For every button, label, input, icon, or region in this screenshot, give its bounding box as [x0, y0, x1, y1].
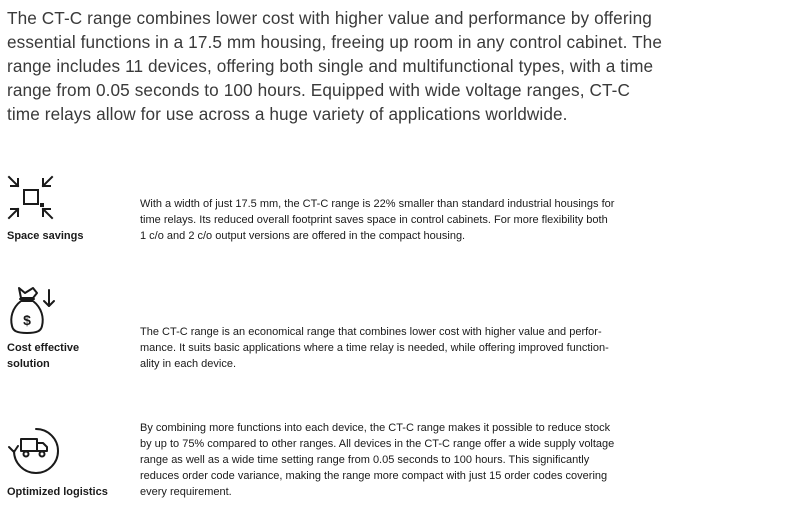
description-line: time relays. Its reduced overall footprint saves space in control cabinets. For more flexibility both	[140, 214, 608, 226]
intro-line: The CT-C range combines lower cost with higher value and performance by offering	[7, 8, 652, 28]
intro-line: range includes 11 devices, offering both single and multifunctional types, with a time	[7, 56, 654, 76]
intro-line: essential functions in a 17.5 mm housing, freeing up room in any control cabinet. The	[7, 32, 662, 52]
feature-title: Optimized logistics	[7, 486, 108, 498]
description-line: mance. It suits basic applications where a time relay is needed, while offering improved function-	[140, 342, 609, 354]
feature-title-line: Cost effective	[7, 342, 80, 354]
space-savings-icon	[6, 172, 58, 222]
intro-line: time relays allow for use across a huge variety of applications worldwide.	[7, 104, 568, 124]
feature-description	[140, 196, 680, 244]
description-line: With a width of just 17.5 mm, the CT-C range is 22% smaller than standard industrial housings for	[140, 198, 615, 210]
feature-description	[140, 420, 680, 500]
money-bag-icon	[6, 284, 58, 336]
intro-line: range from 0.05 seconds to 100 hours. Equipped with wide voltage ranges, CT-C	[7, 80, 630, 100]
description-line: by up to 75% compared to other ranges. All devices in the CT-C range offer a wide supply voltage	[140, 438, 615, 450]
feature-title	[7, 340, 132, 372]
description-line: range as well as a wide time setting range from 0.05 seconds to 100 hours. This significantly	[140, 454, 590, 466]
feature-description	[140, 324, 680, 372]
svg-text:$: $	[23, 312, 31, 328]
description-line: The CT-C range is an economical range that combines lower cost with higher value and perfor-	[140, 326, 602, 338]
description-line: ality in each device.	[140, 358, 236, 370]
description-line: By combining more functions into each device, the CT-C range makes it possible to reduce stock	[140, 422, 611, 434]
description-line: reduces order code variance, making the range more compact with just 15 order codes covering	[140, 470, 608, 482]
description-line: 1 c/o and 2 c/o output versions are offered in the compact housing.	[140, 230, 466, 242]
description-line: every requirement.	[140, 486, 232, 498]
feature-title-line: solution	[7, 358, 50, 370]
intro-paragraph	[7, 6, 707, 126]
feature-title: Space savings	[7, 230, 84, 242]
truck-cycle-icon	[6, 424, 62, 476]
